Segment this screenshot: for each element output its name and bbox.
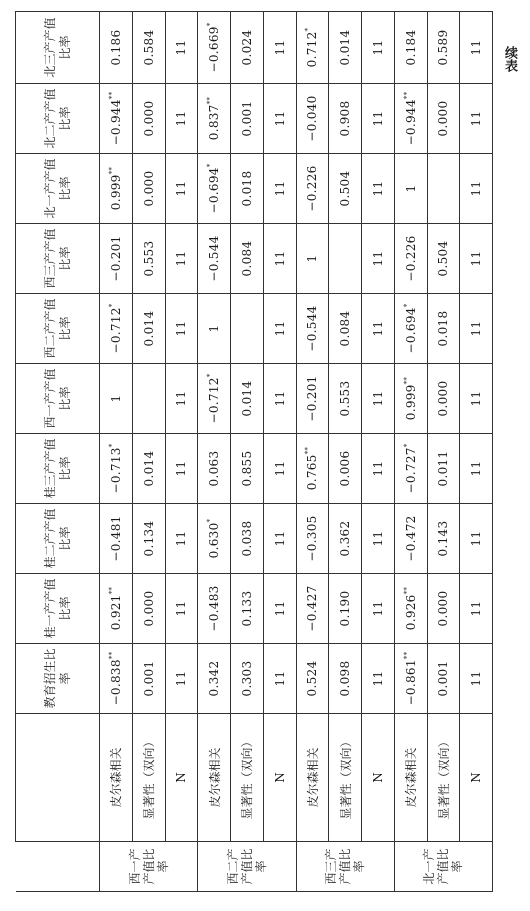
value-cell [427,154,460,224]
value-cell: 0.926** [394,574,427,644]
value-cell: 0.014 [329,12,362,84]
stat-label-cell: N [263,714,296,842]
header-col-3: 桂三产产值比率 [16,434,100,504]
value-cell: 0.000 [427,84,460,154]
value-cell: 11 [263,12,296,84]
header-stat-cell [16,714,100,842]
value-cell: −0.226 [394,224,427,294]
value-cell: 0.999** [100,154,133,224]
value-cell: 11 [165,154,198,224]
value-cell [231,294,264,364]
value-cell: 0.000 [427,574,460,644]
value-cell: −0.040 [296,84,329,154]
value-cell: 11 [362,84,395,154]
value-cell: 0.024 [231,12,264,84]
stat-label-cell: 显著性（双向） [329,714,362,842]
value-cell: 0.342 [198,644,231,714]
value-cell: 0.014 [132,294,165,364]
value-cell: 0.303 [231,644,264,714]
header-col-1: 桂一产产值比率 [16,574,100,644]
header-col-9: 北三产产值比率 [16,12,100,84]
value-cell: 11 [362,364,395,434]
significance-marker: ** [107,91,116,100]
stat-label-cell: N [165,714,198,842]
value-cell: 11 [362,154,395,224]
value-cell: 11 [362,504,395,574]
value-cell: 11 [362,644,395,714]
table-row [263,12,296,892]
value-cell: 11 [165,294,198,364]
value-cell: −0.944** [100,84,133,154]
value-cell: 11 [165,644,198,714]
table-row [165,12,198,892]
significance-marker: ** [402,586,411,595]
value-cell: 11 [263,364,296,434]
value-cell: 11 [165,224,198,294]
value-cell: 1 [394,154,427,224]
value-cell: 0.018 [427,294,460,364]
value-cell: 0.084 [329,294,362,364]
value-cell: 11 [165,504,198,574]
header-col-0: 教育招生比率 [16,644,100,714]
significance-marker: ** [304,446,313,455]
significance-marker: * [402,303,411,308]
continued-label: 续表 [502,46,517,72]
significance-marker: * [107,303,116,308]
significance-marker: ** [402,376,411,385]
value-cell: −0.481 [100,504,133,574]
value-cell: −0.694* [198,154,231,224]
significance-marker: * [402,443,411,448]
table-row [460,12,493,892]
table-body [100,12,493,892]
value-cell: 11 [460,12,493,84]
value-cell: −0.544 [296,294,329,364]
value-cell: −0.427 [296,574,329,644]
stat-label-cell: N [362,714,395,842]
value-cell: −0.838** [100,644,133,714]
value-cell: 0.006 [329,434,362,504]
rotated-table-container [15,12,492,892]
header-col-2: 桂二产产值比率 [16,504,100,574]
value-cell: −0.861** [394,644,427,714]
significance-marker: * [304,27,313,32]
value-cell: 11 [165,84,198,154]
value-cell: 11 [460,434,493,504]
value-cell: 11 [263,294,296,364]
table-header-row [16,12,100,892]
value-cell: 11 [460,294,493,364]
stat-label-cell: 皮尔森相关 [394,714,427,842]
value-cell: 1 [296,224,329,294]
value-cell: 11 [362,434,395,504]
value-cell: 0.000 [132,84,165,154]
value-cell: 0.855 [231,434,264,504]
value-cell [132,364,165,434]
value-cell: 0.133 [231,574,264,644]
stat-label-cell: 皮尔森相关 [100,714,133,842]
value-cell: 11 [362,224,395,294]
value-cell: −0.712* [198,364,231,434]
value-cell: 11 [263,504,296,574]
value-cell: 0.190 [329,574,362,644]
value-cell: 0.908 [329,84,362,154]
value-cell: 11 [460,504,493,574]
value-cell: −0.226 [296,154,329,224]
row-group-label: 西一产产值比率 [100,842,198,892]
value-cell: 0.098 [329,644,362,714]
value-cell: 0.000 [427,364,460,434]
value-cell: −0.713* [100,434,133,504]
value-cell: 0.001 [231,84,264,154]
table-row [427,12,460,892]
significance-marker: * [206,163,215,168]
value-cell: 11 [460,574,493,644]
value-cell: 0.504 [427,224,460,294]
value-cell: −0.712* [100,294,133,364]
significance-marker: ** [402,651,411,660]
value-cell: 11 [263,574,296,644]
table-row [100,12,133,892]
value-cell: 11 [165,12,198,84]
stat-label-cell: 显著性（双向） [231,714,264,842]
value-cell: −0.483 [198,574,231,644]
significance-marker: * [107,443,116,448]
value-cell: 11 [165,364,198,434]
header-col-4: 西一产产值比率 [16,364,100,434]
value-cell: −0.305 [296,504,329,574]
value-cell: 0.999** [394,364,427,434]
header-col-7: 北一产产值比率 [16,154,100,224]
value-cell: 0.084 [231,224,264,294]
significance-marker: ** [107,586,116,595]
row-group-label: 西二产产值比率 [198,842,296,892]
value-cell: 11 [263,84,296,154]
significance-marker: ** [402,91,411,100]
stat-label-cell: 显著性（双向） [427,714,460,842]
value-cell: 0.143 [427,504,460,574]
value-cell: 11 [460,644,493,714]
value-cell: 11 [362,294,395,364]
value-cell: −0.201 [100,224,133,294]
significance-marker: * [206,22,215,27]
header-col-5: 西二产产值比率 [16,294,100,364]
value-cell: −0.669* [198,12,231,84]
value-cell: 11 [263,224,296,294]
value-cell: 0.134 [132,504,165,574]
value-cell: 0.553 [329,364,362,434]
value-cell: 1 [198,294,231,364]
row-group-label: 北一产产值比率 [394,842,492,892]
value-cell: 0.011 [427,434,460,504]
significance-marker: * [206,518,215,523]
value-cell: 11 [263,434,296,504]
header-corner-cell [16,842,100,892]
value-cell: 11 [460,224,493,294]
table-row [198,12,231,892]
significance-marker: ** [107,651,116,660]
significance-marker: ** [206,96,215,105]
value-cell: 0.014 [231,364,264,434]
value-cell: 11 [165,434,198,504]
value-cell: 0.589 [427,12,460,84]
value-cell: −0.544 [198,224,231,294]
table-row [296,12,329,892]
row-group-label: 西三产产值比率 [296,842,394,892]
value-cell: 0.504 [329,154,362,224]
value-cell: 0.184 [394,12,427,84]
value-cell: 11 [263,644,296,714]
table-row [329,12,362,892]
header-col-8: 北二产产值比率 [16,84,100,154]
value-cell: 0.000 [132,574,165,644]
value-cell: 0.837** [198,84,231,154]
significance-marker: * [206,373,215,378]
table-row [394,12,427,892]
value-cell: 0.362 [329,504,362,574]
value-cell: −0.694* [394,294,427,364]
value-cell: 0.038 [231,504,264,574]
value-cell: 0.000 [132,154,165,224]
stat-label-cell: 皮尔森相关 [296,714,329,842]
table-row [362,12,395,892]
value-cell: 11 [460,364,493,434]
table-row [132,12,165,892]
correlation-table [15,11,493,892]
value-cell: 0.001 [132,644,165,714]
value-cell: 11 [460,154,493,224]
value-cell: 11 [362,12,395,84]
value-cell: 1 [100,364,133,434]
value-cell: 0.765** [296,434,329,504]
value-cell: 0.063 [198,434,231,504]
value-cell: −0.727* [394,434,427,504]
value-cell: −0.201 [296,364,329,434]
value-cell: 0.712* [296,12,329,84]
table-row [231,12,264,892]
value-cell: 11 [263,154,296,224]
value-cell: −0.472 [394,504,427,574]
stat-label-cell: 显著性（双向） [132,714,165,842]
stat-label-cell: N [460,714,493,842]
value-cell: 0.186 [100,12,133,84]
value-cell: 0.553 [132,224,165,294]
value-cell: 11 [165,574,198,644]
value-cell [329,224,362,294]
significance-marker: ** [107,166,116,175]
value-cell: −0.944** [394,84,427,154]
value-cell: 0.524 [296,644,329,714]
value-cell: 0.014 [132,434,165,504]
value-cell: 0.921** [100,574,133,644]
value-cell: 0.584 [132,12,165,84]
value-cell: 0.001 [427,644,460,714]
value-cell: 11 [362,574,395,644]
value-cell: 0.018 [231,154,264,224]
value-cell: 0.630* [198,504,231,574]
header-col-6: 西三产产值比率 [16,224,100,294]
stat-label-cell: 皮尔森相关 [198,714,231,842]
value-cell: 11 [460,84,493,154]
